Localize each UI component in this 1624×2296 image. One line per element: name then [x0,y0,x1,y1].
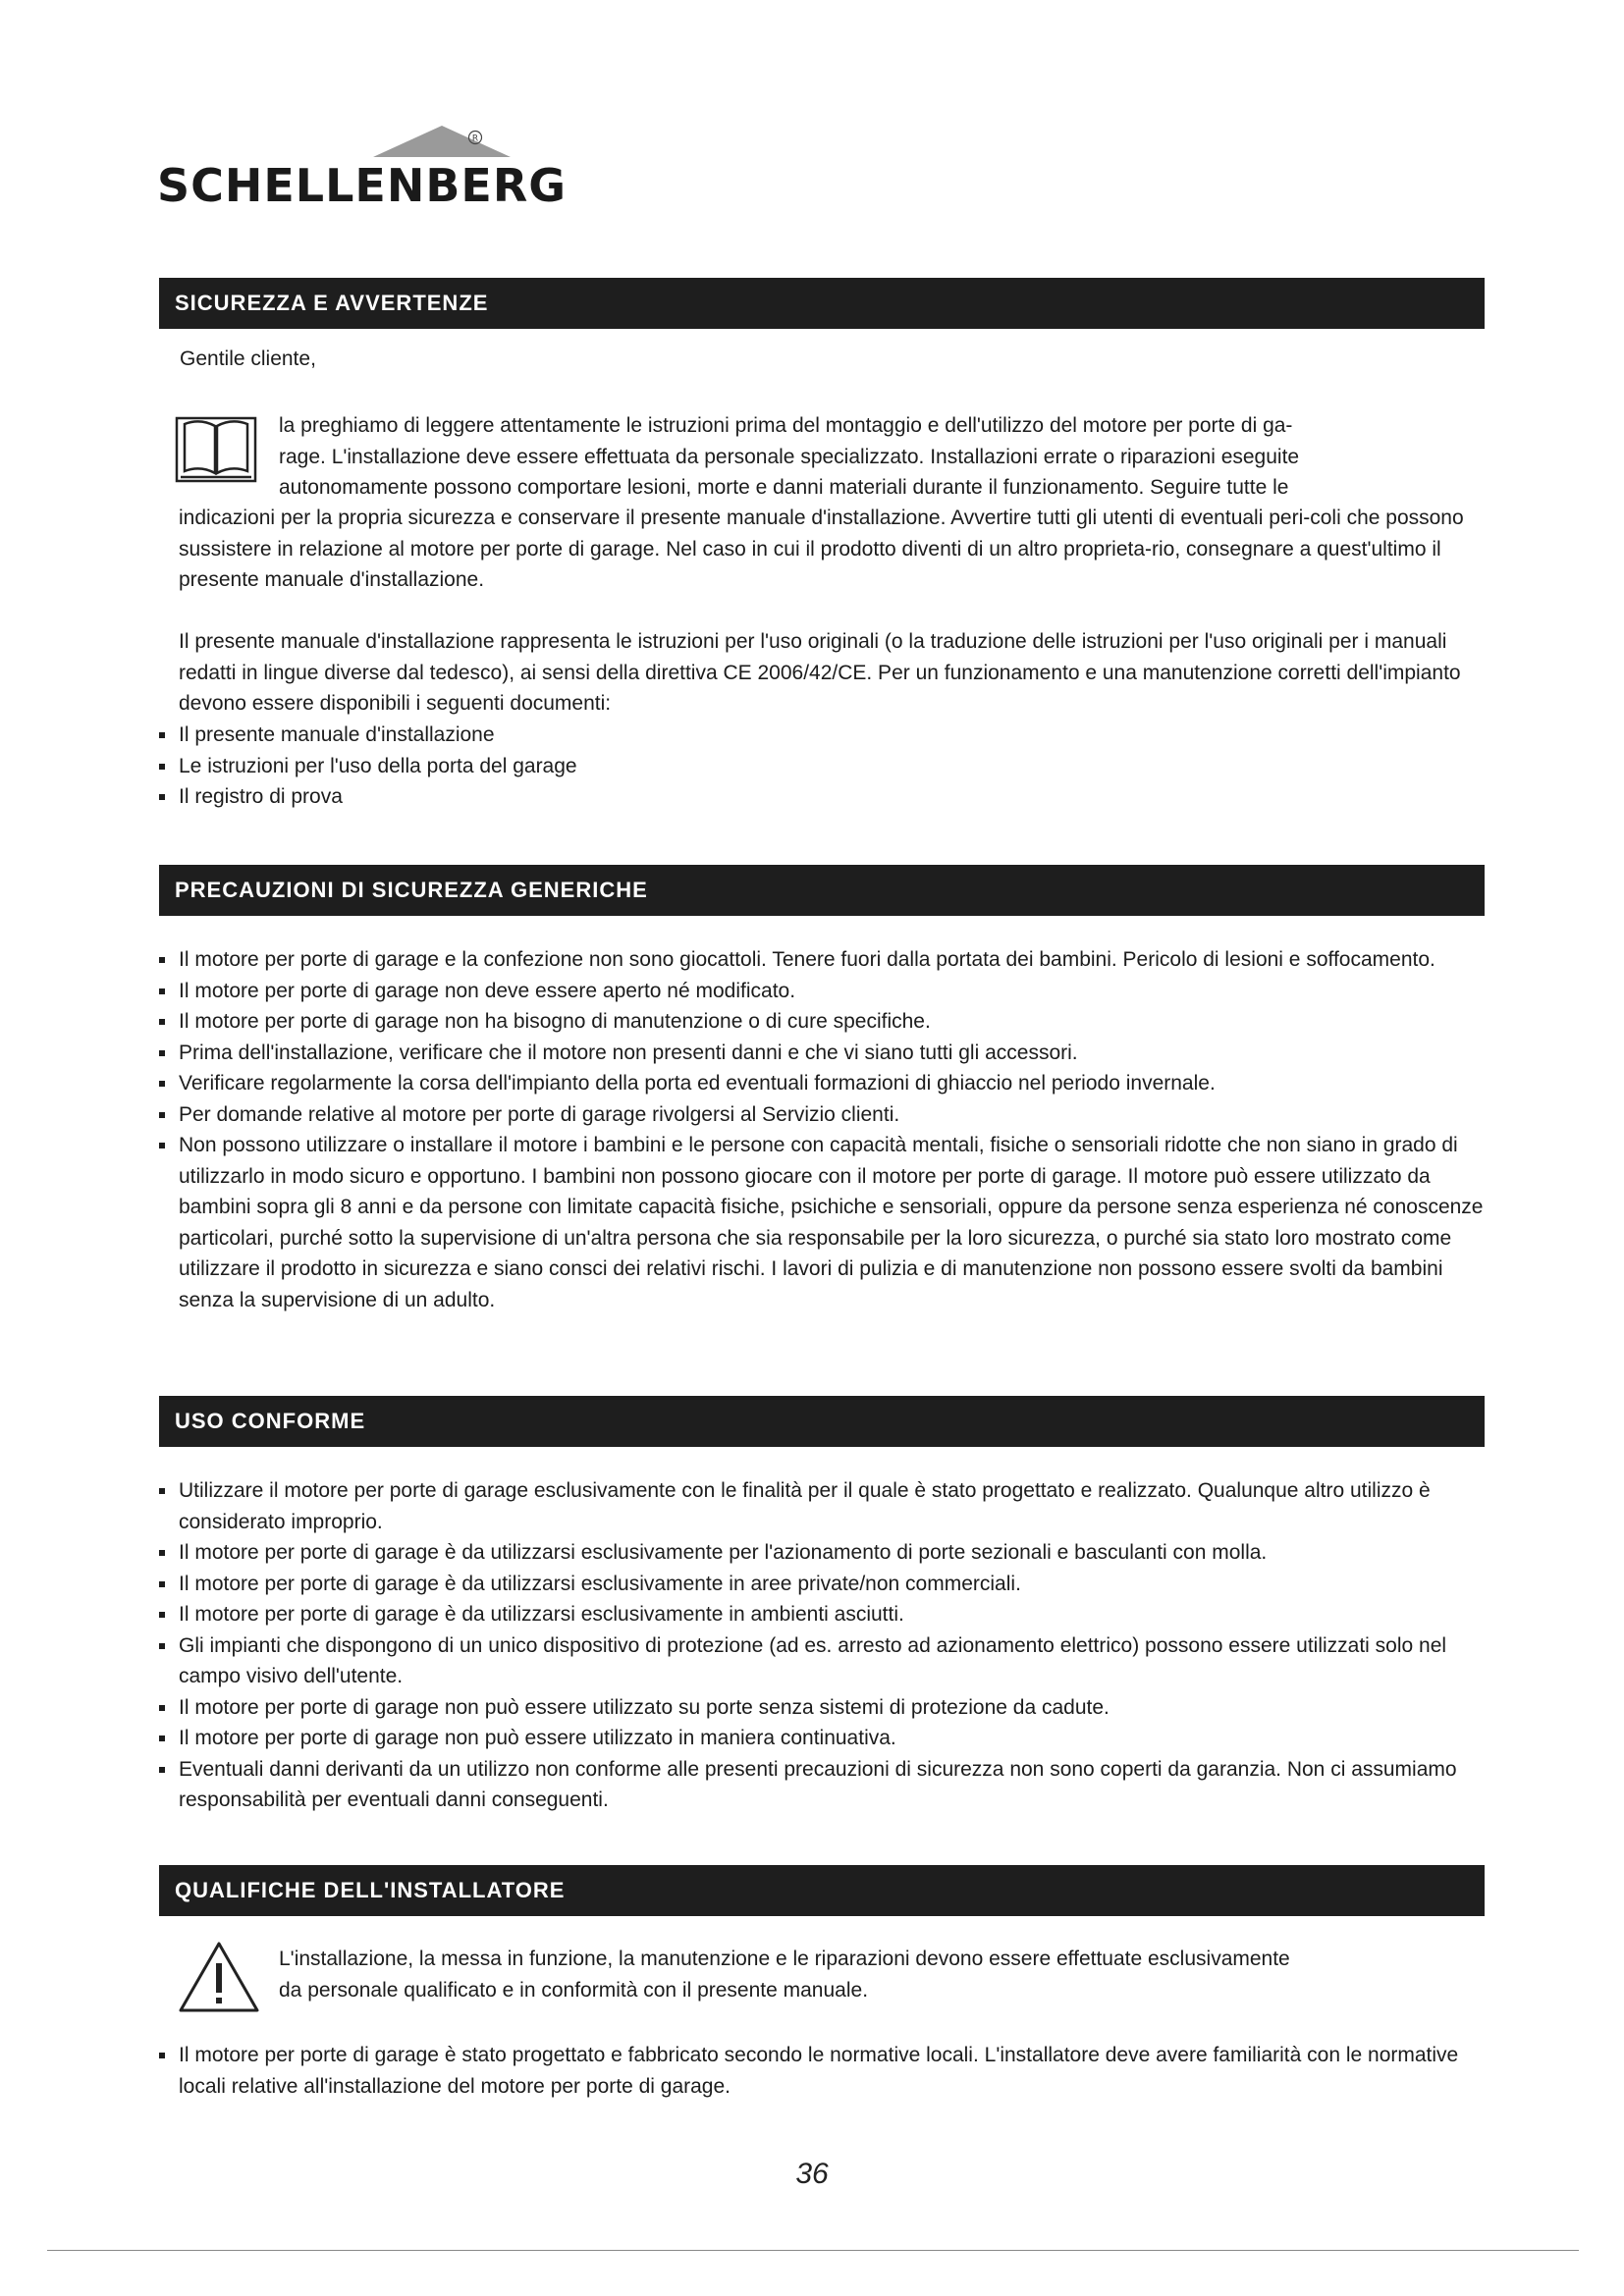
safety-intro-indented [279,410,1487,504]
list-item: Il motore per porte di garage è da utilizzarsi esclusivamente in ambienti asciutti. [159,1599,1485,1630]
intro-line: autonomamente possono comportare lesioni, morte e danni materiali durante il funzionamento. Seguire tutte le [279,476,1289,499]
registered-mark-icon [467,130,483,145]
greeting: Gentile cliente, [180,347,316,370]
list-item: Verificare regolarmente la corsa dell'impianto della porta ed eventuali formazioni di ghiaccio nel periodo invernale. [159,1068,1485,1099]
general-precautions-list [159,944,1485,1315]
warning-line: L'installazione, la messa in funzione, la manutenzione e le riparazioni devono essere effettuate esclusivamente [279,1948,1290,1970]
list-item: Il motore per porte di garage e la confezione non sono giocattoli. Tenere fuori dalla portata dei bambini. Pericolo di lesioni e soffocamento. [159,944,1485,976]
intro-line: la preghiamo di leggere attentamente le istruzioni prima del montaggio e dell'utilizzo del motore per porte di ga- [279,414,1293,437]
manual-book-icon [175,410,257,485]
section-title-general: PRECAUZIONI DI SICUREZZA GENERICHE [159,865,1485,916]
list-item: Prima dell'installazione, verificare che il motore non presenti danni e che vi siano tutti gli accessori. [159,1038,1485,1069]
list-item: Il motore per porte di garage non può essere utilizzato su porte senza sistemi di protezione da cadute. [159,1692,1485,1724]
list-item: Il motore per porte di garage non deve essere aperto né modificato. [159,976,1485,1007]
installer-list [159,2040,1485,2102]
list-item: Le istruzioni per l'uso della porta del garage [159,751,1485,782]
intended-use-list [159,1475,1485,1816]
list-item: Eventuali danni derivanti da un utilizzo non conforme alle presenti precauzioni di sicurezza non sono coperti da garanzia. Non ci assumiamo responsabilità per eventuali danni conseguenti. [159,1754,1485,1816]
list-item: Il motore per porte di garage è da utilizzarsi esclusivamente in aree private/non commerciali. [159,1569,1485,1600]
manual-note: Il presente manuale d'installazione rappresenta le istruzioni per l'uso originali (o la traduzione delle istruzioni per l'uso originali per i manuali redatti in lingue diverse dal tedesco), ai sensi della direttiva CE 2006/42/CE. Per un funzionamento e una manutenzione corretti dell'impianto devono essere disponibili i seguenti documenti: [179,630,1461,715]
footer-divider [47,2250,1579,2251]
page-number: 36 [795,2158,829,2190]
list-item: Non possono utilizzare o installare il motore i bambini e le persone con capacità mentali, fisiche o sensoriali ridotte che non siano in grado di utilizzarlo in modo sicuro e opportuno. I bambini non possono giocare con il motore per porte di garage. Il motore può essere utilizzato da bambini sopra gli 8 anni e da persone con limitate capacità fisiche, psichiche e sensoriali, oppure da persone senza esperienza né conoscenze particolari, purché sotto la supervisione di un'altra persona che sia responsabile per la loro sicurezza, o purché sia stato loro mostrato come utilizzare il prodotto in sicurezza e siano consci dei relativi rischi. I lavori di pulizia e di manutenzione non possono essere svolti da bambini senza la supervisione di un adulto. [159,1130,1485,1315]
warning-line: da personale qualificato e in conformità con il presente manuale. [279,1978,869,2002]
brand-name: SCHELLENBERG [157,159,568,212]
list-item: Per domande relative al motore per porte di garage rivolgersi al Servizio clienti. [159,1099,1485,1131]
list-item: Il registro di prova [159,781,1485,813]
safety-intro-rest: indicazioni per la propria sicurezza e conservare il presente manuale d'installazione. Avvertire tutti gli utenti di eventuali peri-coli che possono sussistere in relazione al motore per porte di garage. Nel caso in cui il prodotto diventi di un altro proprieta-rio, consegnare a quest'ultimo il presente manuale d'installazione. [179,507,1464,591]
brand-logo [157,126,568,224]
list-item: Il presente manuale d'installazione [159,720,1485,751]
list-item: Il motore per porte di garage non può essere utilizzato in maniera continuativa. [159,1723,1485,1754]
section-title-installer: QUALIFICHE DELL'INSTALLATORE [159,1865,1485,1916]
section-title-use: USO CONFORME [159,1396,1485,1447]
list-item: Gli impianti che dispongono di un unico dispositivo di protezione (ad es. arresto ad azionamento elettrico) possono essere utilizzati solo nel campo visivo dell'utente. [159,1630,1485,1692]
list-item: Utilizzare il motore per porte di garage esclusivamente con le finalità per il quale è stato progettato e realizzato. Qualunque altro utilizzo è considerato improprio. [159,1475,1485,1537]
documents-list [159,720,1485,813]
intro-line: rage. L'installazione deve essere effettuata da personale specializzato. Installazioni errate o riparazioni eseguite [279,445,1300,468]
roof-logo-icon [373,126,511,157]
svg-text:R: R [471,133,479,144]
section-title-safety: SICUREZZA E AVVERTENZE [159,278,1485,329]
list-item: Il motore per porte di garage è stato progettato e fabbricato secondo le normative locali. L'installatore deve avere familiarità con le normative locali relative all'installazione del motore per porte di garage. [159,2040,1485,2102]
installer-warning [279,1944,1487,2005]
list-item: Il motore per porte di garage non ha bisogno di manutenzione o di cure specifiche. [159,1006,1485,1038]
warning-triangle-icon [177,1940,261,2014]
list-item: Il motore per porte di garage è da utilizzarsi esclusivamente per l'azionamento di porte sezionali e basculanti con molla. [159,1537,1485,1569]
